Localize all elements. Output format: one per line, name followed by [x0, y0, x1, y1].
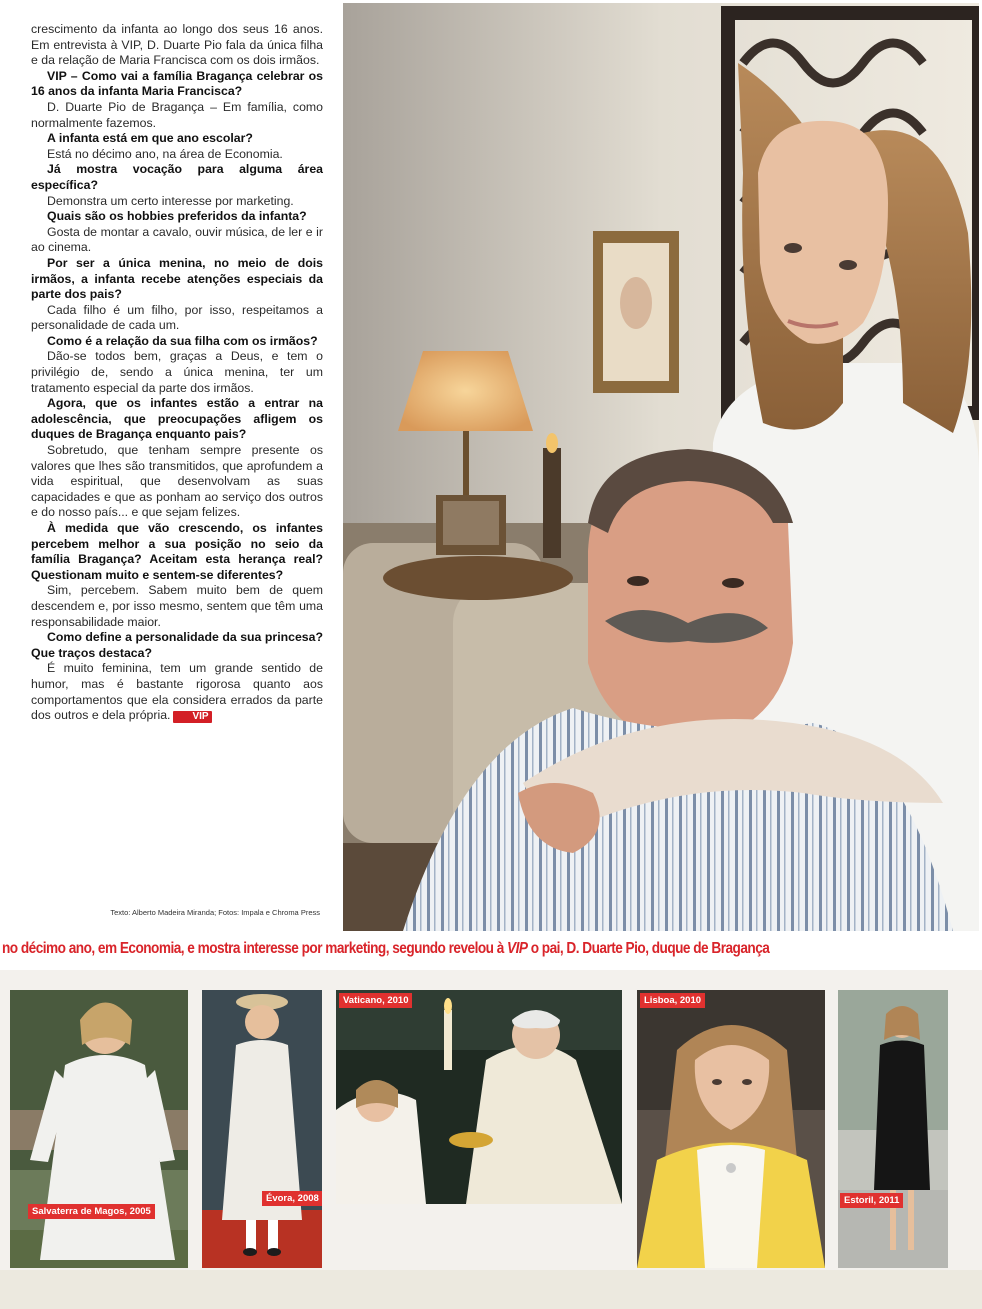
question-7: Agora, que os infantes estão a entrar na adolescência, que preocupações afligem os duques de Bragança enquanto pais?: [31, 396, 323, 442]
answer-7: Sobretudo, que tenham sempre presente os valores que lhes são transmitidos, que aprofundem a vida espiritual, que desenvolvam as suas capacidades e que as ponham ao serviço dos outros e do nosso país... e que sejam felizes.: [31, 443, 323, 520]
interview-article: [31, 22, 323, 724]
answer-9-text: É muito feminina, tem um grande sentido de humor, mas é bastante rigorosa quanto aos comportamentos que ela considera errados da parte dos outros e dela própria.: [31, 661, 323, 723]
caption-lisboa: Lisboa, 2010: [640, 993, 705, 1008]
gallery-photo-lisboa: [637, 990, 825, 1268]
answer-8: Sim, percebem. Sabem muito bem de quem descendem e, por isso mesmo, sentem que têm uma responsabilidade maior.: [31, 583, 323, 629]
gallery-photo-evora: [202, 990, 322, 1268]
gallery-photo-vaticano-image: [336, 990, 622, 1204]
question-6: Como é a relação da sua filha com os irmãos?: [47, 333, 318, 348]
hero-photo: [343, 3, 979, 931]
answer-5: Cada filho é um filho, por isso, respeitamos a personalidade de cada um.: [31, 302, 323, 333]
caption-evora: Évora, 2008: [262, 1191, 322, 1206]
gallery-photo-estoril-image: [838, 990, 948, 1268]
gallery-photo-salvaterra-image: [10, 990, 188, 1268]
gallery-photo-vaticano: [336, 990, 622, 1204]
question-4: Quais são os hobbies preferidos da infanta?: [47, 209, 307, 224]
strip-vip: VIP: [507, 940, 528, 957]
photo-gallery: [0, 970, 982, 1270]
gallery-photo-lisboa-image: [637, 990, 825, 1268]
hero-photo-illustration: [343, 3, 979, 931]
gallery-photo-estoril: [838, 990, 948, 1268]
question-8: À medida que vão crescendo, os infantes percebem melhor a sua posição no seio da família Bragança? Aceitam esta herança real? Questionam muito e sentem-se diferentes?: [31, 521, 323, 582]
strip-text: [2, 940, 769, 958]
gallery-photo-salvaterra: [10, 990, 188, 1268]
caption-vaticano: Vaticano, 2010: [339, 993, 412, 1008]
article-intro: crescimento da infanta ao longo dos seus 16 anos. Em entrevista à VIP, D. Duarte Pio fala da única filha e da relação de Maria Francisca com os dois irmãos.: [31, 22, 323, 68]
caption-salvaterra: Salvaterra de Magos, 2005: [28, 1204, 155, 1219]
strip-text-before: no décimo ano, em Economia, e mostra interesse por marketing, segundo revelou à: [2, 940, 508, 957]
question-3: Já mostra vocação para alguma área específica?: [31, 162, 323, 192]
vip-end-logo: VIP: [173, 711, 211, 723]
photo-credits: Texto: Alberto Madeira Miranda; Fotos: Impala e Chroma Press: [110, 908, 320, 917]
answer-6: Dão-se todos bem, graças a Deus, e tem o privilégio de, sendo a única menina, ter um tratamento especial da parte dos irmãos.: [31, 349, 323, 395]
answer-9: [31, 661, 323, 723]
question-5: Por ser a única menina, no meio de dois irmãos, a infanta recebe atenções especiais da parte dos pais?: [31, 255, 323, 302]
question-2: A infanta está em que ano escolar?: [47, 131, 253, 146]
strip-text-after: o pai, D. Duarte Pio, duque de Bragança: [527, 940, 770, 957]
caption-estoril: Estoril, 2011: [840, 1193, 903, 1208]
question-9: Como define a personalidade da sua princesa? Que traços destaca?: [31, 630, 323, 660]
answer-2: Está no décimo ano, na área de Economia.: [47, 146, 283, 161]
answer-3: Demonstra um certo interesse por marketing.: [47, 193, 294, 208]
answer-1: D. Duarte Pio de Bragança – Em família, como normalmente fazemos.: [31, 99, 323, 130]
gallery-photo-evora-image: [202, 990, 322, 1268]
caption-strip: [0, 938, 982, 968]
answer-4: Gosta de montar a cavalo, ouvir música, de ler e ir ao cinema.: [31, 224, 323, 255]
question-1: VIP – Como vai a família Bragança celebrar os 16 anos da infanta Maria Francisca?: [31, 68, 323, 99]
